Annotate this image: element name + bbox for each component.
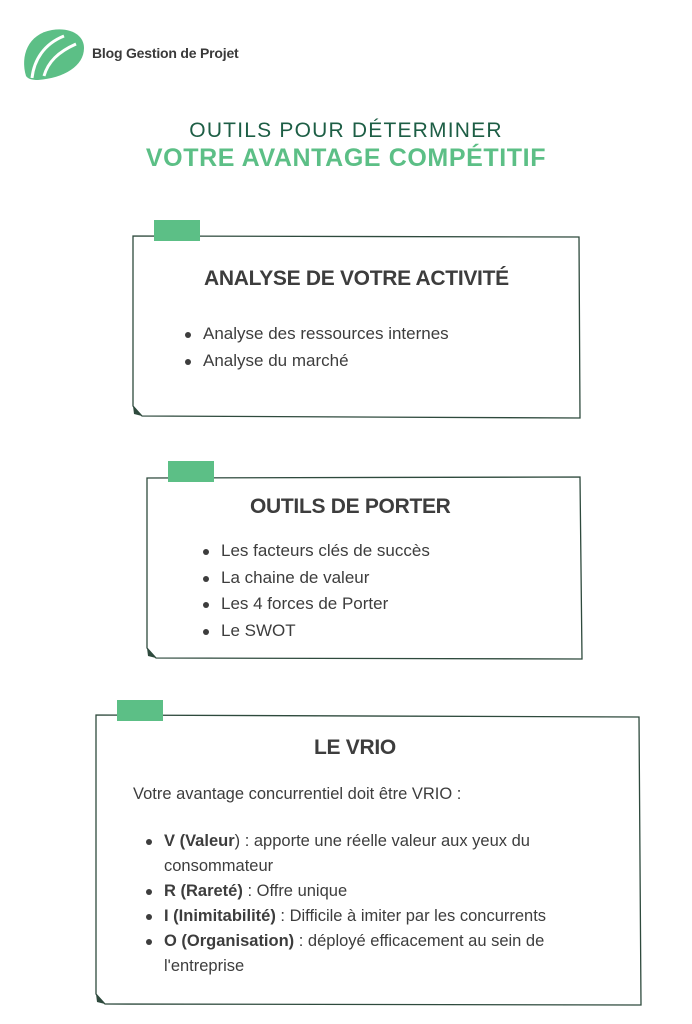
vrio-desc: ) : apporte une réelle valeur aux yeux du consommateur xyxy=(164,832,530,875)
card-vrio xyxy=(95,700,643,1008)
vrio-item xyxy=(164,829,624,879)
vrio-letter: R (Rareté) xyxy=(164,882,243,900)
vrio-item xyxy=(164,929,624,979)
card-analyse-activite xyxy=(132,220,582,420)
list-item: Les facteurs clés de succès xyxy=(221,538,430,565)
vrio-desc: : Offre unique xyxy=(242,882,348,900)
vrio-letter: I (Inimitabilité) xyxy=(164,907,276,925)
card-title: OUTILS DE PORTER xyxy=(250,495,451,518)
vrio-letter: O (Organisation) xyxy=(164,932,295,950)
card-tag xyxy=(117,700,163,721)
card-list xyxy=(203,321,449,374)
page-title-line2: VOTRE AVANTAGE COMPÉTITIF xyxy=(145,144,547,172)
list-item: Les 4 forces de Porter xyxy=(221,591,430,618)
card-title: LE VRIO xyxy=(314,736,396,759)
card-title: ANALYSE DE VOTRE ACTIVITÉ xyxy=(204,267,509,290)
leaf-logo-icon xyxy=(20,26,86,84)
vrio-desc: : Difficile à imiter par les concurrents xyxy=(275,907,547,925)
vrio-item xyxy=(164,879,624,904)
list-item: Analyse des ressources internes xyxy=(203,321,449,348)
card-list xyxy=(221,538,430,644)
card-tag xyxy=(154,220,200,241)
vrio-item xyxy=(164,904,624,929)
list-item: Le SWOT xyxy=(221,618,430,645)
list-item: La chaine de valeur xyxy=(221,565,430,592)
vrio-desc: : déployé efficacement au sein de l'entreprise xyxy=(164,932,545,975)
vrio-list xyxy=(164,829,624,979)
vrio-intro: Votre avantage concurrentiel doit être VRIO : xyxy=(133,785,462,803)
list-item: Analyse du marché xyxy=(203,348,449,375)
card-tag xyxy=(168,461,214,482)
brand-name: Blog Gestion de Projet xyxy=(92,45,239,61)
card-frame xyxy=(132,220,582,420)
card-outils-porter xyxy=(146,461,583,661)
vrio-letter: V (Valeur xyxy=(164,832,235,850)
page-title-line1: OUTILS POUR DÉTERMINER xyxy=(189,119,503,142)
